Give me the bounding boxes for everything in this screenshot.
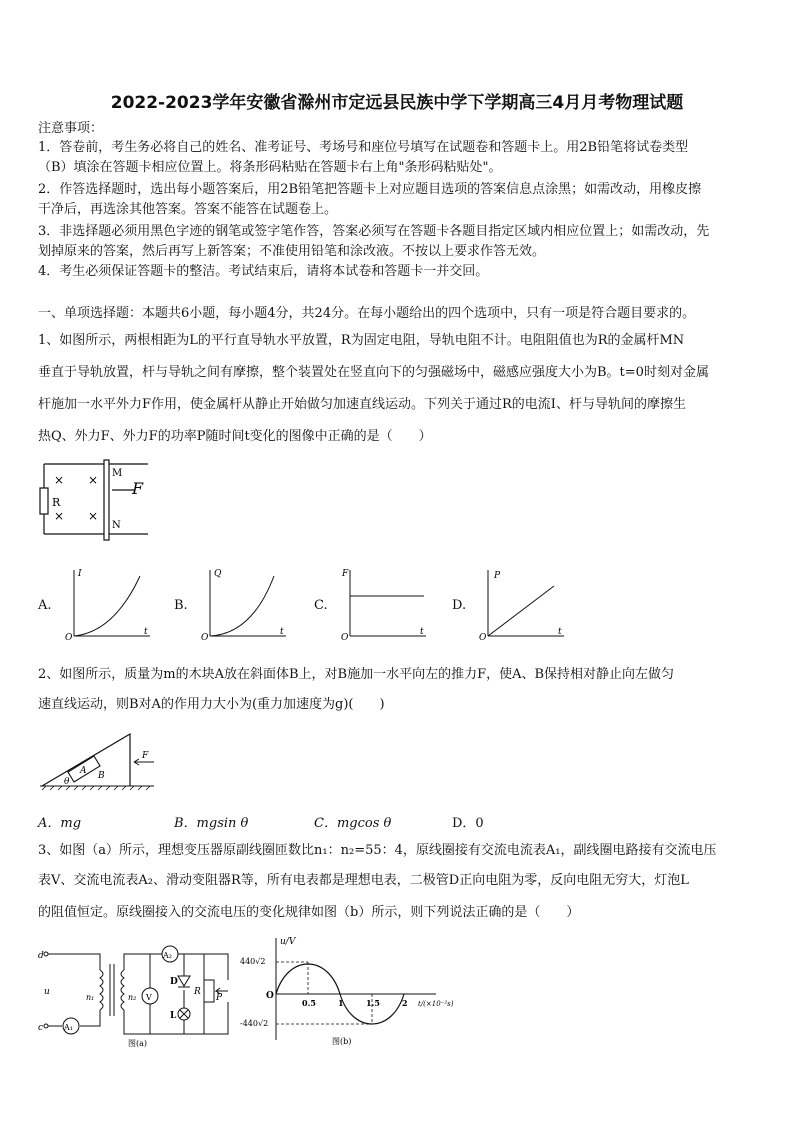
q1-option-b[interactable]: B. [174, 598, 188, 613]
q2-incline-figure [38, 728, 158, 794]
axis-label-t: t [558, 627, 562, 637]
tick-ymax: 440√2 [240, 957, 266, 966]
q1-graph-d [478, 566, 568, 643]
q3-voltage-graph [240, 934, 460, 1048]
q2-option-b[interactable]: B．mgsin θ [174, 816, 249, 831]
curve-q [210, 576, 274, 636]
axis-label-i: I [78, 569, 82, 579]
rod-end-n: N [112, 520, 121, 531]
q3-transformer-figure [38, 940, 238, 1048]
q2-option-a[interactable]: A．mg [38, 816, 82, 831]
field-cross: × [88, 473, 99, 487]
notice-line: 3．非选择题必须用黑色字迹的钢笔或签字笔作答，答案必须写在答题卡各题目指定区域内相应位置上；如需改动，先 [38, 224, 710, 239]
resistor-label: R [52, 496, 61, 509]
section-heading: 一、单项选择题：本题共6小题，每小题4分，共24分。在每小题给出的四个选项中，只有一项是符合题目要求的。 [38, 306, 696, 321]
axis-label-p: P [494, 571, 501, 581]
axis-label-u: u/V [280, 937, 296, 947]
axis-label-t: t [280, 627, 284, 637]
field-cross: × [54, 473, 65, 487]
origin-label: O [201, 633, 209, 643]
coil-n1: n₁ [86, 993, 95, 1002]
caption-b: 图(b) [332, 1037, 352, 1046]
q3-text: 3、如图（a）所示，理想变压器原副线圈匝数比n₁：n₂=55：4，原线圈接有交流电流表A₁，副线圈电路接有交流电压 [38, 843, 717, 858]
origin-label: O [479, 633, 487, 643]
axis-label-t: t/(×10⁻²s) [418, 1000, 454, 1008]
tick-x: 2 [402, 998, 408, 1008]
q2-text: 2、如图所示，质量为m的木块A放在斜面体B上，对B施加一水平向左的推力F，使A、B保持相对静止向左做匀 [38, 667, 675, 682]
notice-heading: 注意事项： [38, 121, 104, 136]
caption-a: 图(a) [128, 1039, 148, 1048]
rheostat [204, 980, 214, 1002]
origin-label: O [341, 633, 349, 643]
resistor-symbol [40, 488, 48, 514]
q1-graph-b [200, 566, 290, 643]
field-cross: × [88, 509, 99, 523]
diode-symbol [178, 976, 190, 987]
axis-label-t: t [144, 627, 148, 637]
q1-graph-c [340, 566, 430, 643]
notice-line: （B）填涂在答题卡相应位置上。将条形码粘贴在答题卡右上角"条形码粘贴处"。 [38, 160, 502, 175]
angle-label: θ [64, 777, 70, 787]
ammeter-a1-label: A₁ [64, 1023, 73, 1032]
origin-label: O [65, 633, 73, 643]
tick-ymin: -440√2 [240, 1019, 269, 1028]
notice-line: 划掉原来的答案，然后再写上新答案；不准使用铅笔和涂改液。不按以上要求作答无效。 [38, 244, 546, 259]
origin-label: O [266, 991, 274, 1001]
metal-rod [104, 460, 109, 540]
q2-option-c[interactable]: C．mgcos θ [314, 816, 392, 831]
force-label: F [132, 479, 144, 498]
axis-label-q: Q [214, 569, 222, 579]
q2-option-d[interactable]: D．0 [452, 816, 484, 831]
push-label: F [142, 751, 149, 761]
rod-end-m: M [112, 468, 123, 479]
line-p [488, 586, 554, 636]
q1-option-d[interactable]: D. [452, 598, 467, 613]
notice-line: 干净后，再选涂其他答案。答案不能答在试题卷上。 [38, 202, 338, 217]
voltmeter-label: V [146, 993, 152, 1002]
coil-n2: n₂ [128, 993, 137, 1002]
lamp-label: L [170, 1011, 177, 1021]
q1-text: 1、如图所示，两根相距为L的平行直导轨水平放置，R为固定电阻，导轨电阻不计。电阻阻值也为R的金属杆MN [38, 333, 685, 348]
notice-line: 4．考生必须保证答题卡的整洁。考试结束后，请将本试卷和答题卡一并交回。 [38, 264, 489, 279]
terminal-d: d [38, 951, 44, 961]
notice-line: 2．作答选择题时，选出每小题答案后，用2B铅笔把答题卡上对应题目选项的答案信息点涂黑；如需改动，用橡皮擦 [38, 182, 702, 197]
page-title: 2022-2023学年安徽省滁州市定远县民族中学下学期高三4月月考物理试题 [110, 93, 684, 113]
diode-label: D [170, 977, 178, 987]
q1-circuit-figure [38, 460, 158, 540]
tick-x: 0.5 [302, 998, 316, 1008]
q1-text: 杆施加一水平外力F作用，使金属杆从静止开始做匀加速直线运动。下列关于通过R的电流I、杆与导轨间的摩擦生 [38, 397, 686, 412]
voltage-u: u [44, 987, 50, 997]
ammeter-a2-label: A₂ [163, 951, 172, 960]
q1-option-a[interactable]: A. [38, 598, 52, 613]
q3-text: 的阻值恒定。原线圈接入的交流电压的变化规律如图（b）所示，则下列说法正确的是（ ） [38, 905, 580, 920]
block-a-label: A [80, 766, 87, 776]
q1-text: 垂直于导轨放置，杆与导轨之间有摩擦，整个装置处在竖直向下的匀强磁场中，磁感应强度大小为B。t=0时刻对金属 [38, 365, 709, 380]
tick-x: 1.5 [366, 998, 380, 1008]
tick-x: 1 [338, 998, 344, 1008]
q3-text: 表V、交流电流表A₂、滑动变阻器R等，所有电表都是理想电表，二极管D正向电阻为零，反向电阻无穷大，灯泡L [38, 873, 689, 888]
q1-graph-a [64, 566, 154, 643]
notice-line: 1．答卷前，考生务必将自己的姓名、准考证号、考场号和座位号填写在试题卷和答题卡上。用2B铅笔将试卷类型 [38, 140, 689, 155]
incline-b [42, 734, 130, 786]
q1-option-c[interactable]: C. [314, 598, 328, 613]
q2-text: 速直线运动，则B对A的作用力大小为(重力加速度为g)( ) [38, 697, 385, 712]
rheostat-label: R [194, 987, 201, 997]
terminal-c: c [38, 1023, 44, 1033]
incline-b-label: B [98, 771, 105, 781]
field-cross: × [54, 509, 65, 523]
axis-label-f: F [342, 569, 349, 579]
axis-label-t: t [420, 627, 424, 637]
curve-i [74, 576, 140, 636]
slider-label: P [216, 993, 223, 1003]
q1-text: 热Q、外力F、外力F的功率P随时间t变化的图像中正确的是（ ） [38, 429, 432, 444]
